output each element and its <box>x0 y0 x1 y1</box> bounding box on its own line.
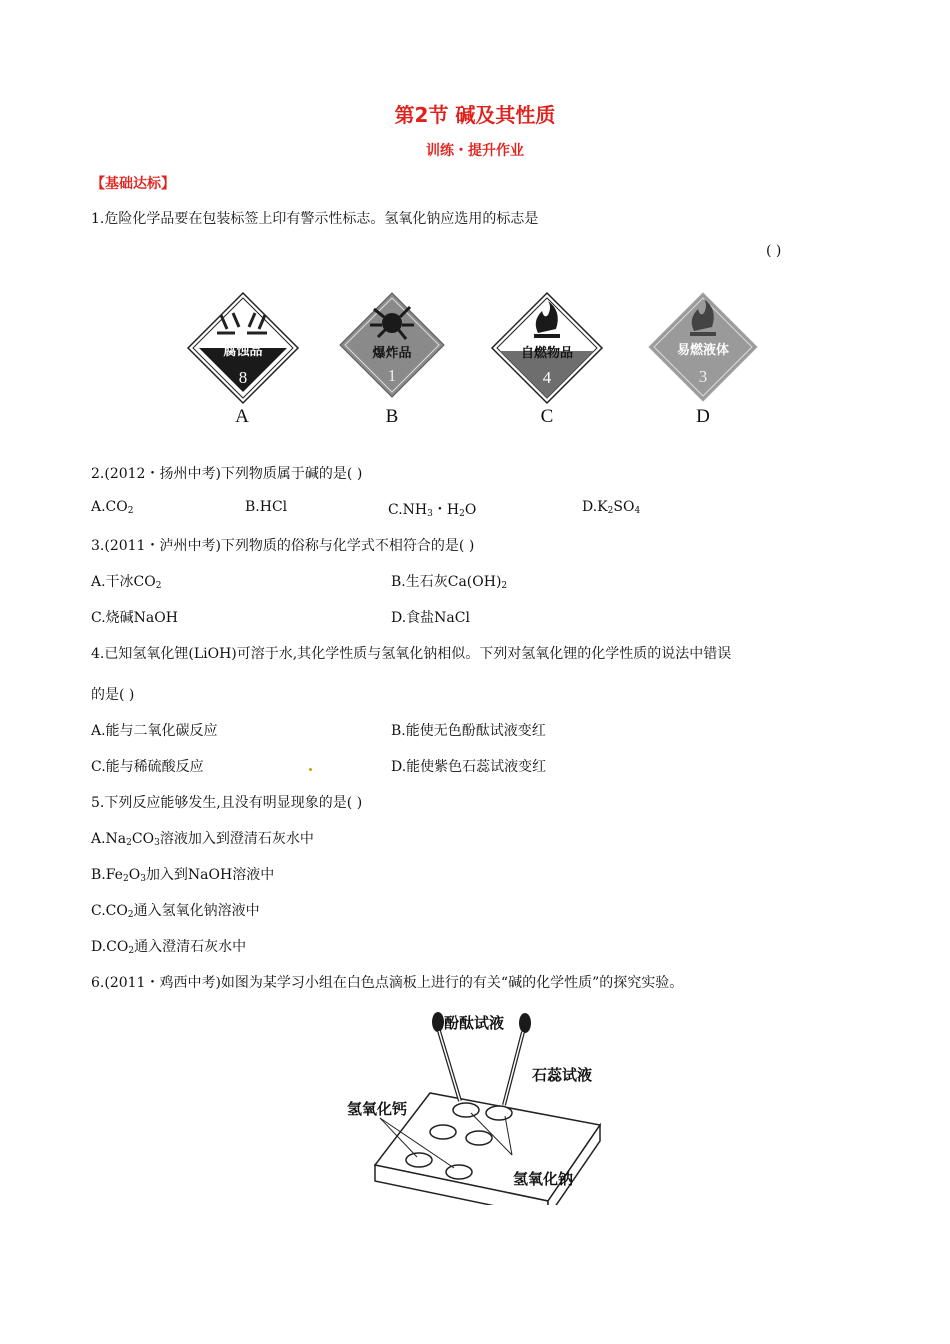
sign-a-letter: A <box>235 406 249 427</box>
sign-b-letter: B <box>385 406 399 427</box>
page-title: 第2节 碱及其性质 <box>394 103 556 127</box>
sign-a-num: 8 <box>238 368 248 387</box>
q4-option-b: B.能使无色酚酞试液变红 <box>391 723 546 739</box>
q5-option-b: $B.Fe_2O_3$加入到NaOH溶液中 <box>91 867 275 884</box>
q5-option-c: $C.CO_2$通入氢氧化钠溶液中 <box>91 903 260 920</box>
label-phenolphthalein: 酚酞试液 <box>444 1014 505 1032</box>
q5-stem: 5.下列反应能够发生,且没有明显现象的是( ) <box>91 795 363 811</box>
q3-option-b: B.生石灰$Ca(OH)_2$ <box>391 574 508 591</box>
sign-d-name: 易燃液体 <box>676 343 730 358</box>
sign-d-letter: D <box>696 406 710 427</box>
q1-stem: 1.危险化学品要在包装标签上印有警示性标志。氢氧化钠应选用的标志是 <box>91 211 539 227</box>
q2-stem: 2.(2012・扬州中考)下列物质属于碱的是( ) <box>91 466 363 482</box>
label-calcium-hydroxide: 氢氧化钙 <box>347 1100 408 1118</box>
q3-stem: 3.(2011・泸州中考)下列物质的俗称与化学式不相符合的是( ) <box>91 538 475 554</box>
sign-a-name: 腐蚀品 <box>223 344 263 359</box>
q3-option-c: C.烧碱NaOH <box>91 610 178 626</box>
sign-c-letter: C <box>540 406 554 427</box>
sign-d-num: 3 <box>698 367 708 386</box>
sign-b-num: 1 <box>387 366 397 385</box>
sign-flammable-liquid <box>649 293 757 401</box>
label-litmus: 石蕊试液 <box>532 1066 593 1084</box>
page-subtitle: 训练・提升作业 <box>426 143 524 159</box>
q6-stem: 6.(2011・鸡西中考)如图为某学习小组在白色点滴板上进行的有关“碱的化学性质”的探究实验。 <box>91 975 684 991</box>
q2-option-d: $D.K_2SO_4$ <box>582 499 641 516</box>
label-sodium-hydroxide: 氢氧化钠 <box>513 1170 574 1188</box>
q4-option-d: D.能使紫色石蕊试液变红 <box>391 759 547 775</box>
stray-mark <box>309 768 312 771</box>
q1-answer-paren: ( ) <box>766 243 782 259</box>
q4-option-a: A.能与二氧化碳反应 <box>91 723 218 739</box>
q2-option-b: B.HCl <box>245 499 288 515</box>
q4-stem-line2: 的是( ) <box>91 687 135 703</box>
section-heading: 【基础达标】 <box>91 176 175 192</box>
sign-b-name: 爆炸品 <box>372 346 412 361</box>
q5-option-d: $D.CO_2$通入澄清石灰水中 <box>91 939 247 956</box>
q3-option-d: D.食盐NaCl <box>391 610 470 626</box>
sign-c-num: 4 <box>542 368 552 387</box>
sign-corrosive <box>188 293 298 403</box>
q2-option-c: $C.NH_3$・$H_2O$ <box>388 502 477 519</box>
q5-option-a: $A.Na_2CO_3$溶液加入到澄清石灰水中 <box>91 831 314 848</box>
q4-stem-line1: 4.已知氢氧化锂(LiOH)可溶于水,其化学性质与氢氧化钠相似。下列对氢氧化锂的化学性质的说法中错误 <box>91 646 732 662</box>
sign-explosive <box>340 293 444 397</box>
sign-c-name: 自燃物品 <box>520 346 574 361</box>
sign-spontaneous-combustible <box>492 293 602 403</box>
q2-option-a: $A.CO_2$ <box>91 499 134 516</box>
q4-option-c: C.能与稀硫酸反应 <box>91 759 204 775</box>
q3-option-a: A.干冰$CO_2$ <box>91 574 162 591</box>
